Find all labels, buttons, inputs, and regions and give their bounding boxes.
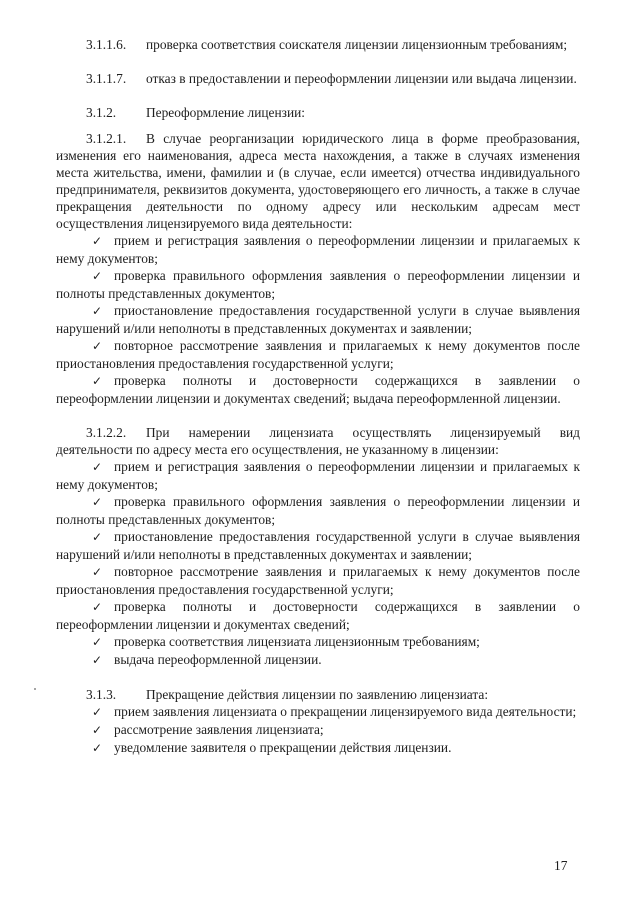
list-item-text: проверка правильного оформления заявления о переоформлении лицензии и полноты представленных документов;: [56, 494, 580, 527]
checkmark-icon: ✓: [92, 635, 103, 649]
list-item: [56, 528, 580, 563]
paragraph-3-1-2-2: [56, 424, 580, 458]
list-item-text: проверка правильного оформления заявления о переоформлении лицензии и полноты представленных документов;: [56, 268, 580, 301]
checkmark-icon: ✓: [92, 304, 103, 318]
checkmark-icon: ✓: [92, 653, 103, 667]
clause-text: При намерении лицензиата осуществлять лицензируемый вид деятельности по адресу места его осуществления, не указанному в лицензии:: [56, 425, 580, 457]
checkmark-icon: ✓: [92, 234, 103, 248]
list-item-text: уведомление заявителя о прекращении действия лицензии.: [114, 740, 452, 755]
clause-number: 3.1.1.7.: [86, 71, 127, 86]
list-item-text: прием заявления лицензиата о прекращении лицензируемого вида деятельности;: [114, 704, 577, 719]
list-item: [56, 721, 580, 739]
list-item: [56, 703, 580, 721]
paragraph-3-1-2-1: [56, 130, 580, 232]
clause-text: Прекращение действия лицензии по заявлению лицензиата:: [146, 687, 489, 702]
list-item: [56, 493, 580, 528]
clause-number: 3.1.3.: [86, 687, 117, 702]
list-item: [56, 739, 580, 757]
list-item: [56, 598, 580, 633]
list-item-text: прием и регистрация заявления о переоформлении лицензии и прилагаемых к нему документов;: [56, 459, 580, 492]
checkmark-icon: ✓: [92, 339, 103, 353]
checkmark-icon: ✓: [92, 374, 103, 388]
list-item-text: проверка соответствия лицензиата лицензионным требованиям;: [114, 634, 480, 649]
checkmark-icon: ✓: [92, 495, 103, 509]
scan-speck: [34, 688, 36, 690]
list-item-text: проверка полноты и достоверности содержащихся в заявлении о переоформлении лицензии и документах сведений;: [56, 599, 580, 632]
clause-number: 3.1.1.6.: [86, 37, 127, 52]
paragraph-3-1-1-7: [56, 70, 580, 87]
list-item-text: проверка полноты и достоверности содержащихся в заявлении о переоформлении лицензии и документах сведений; выдача переоформленной лицензии.: [56, 373, 580, 406]
paragraph-3-1-2: [56, 104, 580, 121]
checkmark-icon: ✓: [92, 530, 103, 544]
checkmark-icon: ✓: [92, 269, 103, 283]
list-item: [56, 232, 580, 267]
list-item: [56, 563, 580, 598]
list-item-text: прием и регистрация заявления о переоформлении лицензии и прилагаемых к нему документов;: [56, 233, 580, 266]
clause-text: отказ в предоставлении и переоформлении лицензии или выдача лицензии.: [146, 71, 577, 86]
checkmark-icon: ✓: [92, 600, 103, 614]
clause-text: проверка соответствия соискателя лицензии лицензионным требованиям;: [146, 37, 568, 52]
checkmark-icon: ✓: [92, 705, 103, 719]
clause-text: В случае реорганизации юридического лица в форме преобразования, изменения его наименования, адреса места нахождения, а также в случаях изменения места жительства, имени, фамилии и (в случае, если имеется) отчества индивидуального предпринимателя, реквизитов документа, удостоверяющего его личность, а также в случае прекращения деятельности по одному адресу или нескольким адресам мест осуществления лицензируемого вида деятельности:: [56, 131, 580, 231]
clause-number: 3.1.2.: [86, 105, 117, 120]
list-item: [56, 633, 580, 651]
list-item: [56, 458, 580, 493]
paragraph-3-1-1-6: [56, 36, 580, 53]
list-item: [56, 372, 580, 407]
list-item: [56, 337, 580, 372]
clause-number: 3.1.2.1.: [86, 131, 127, 146]
checkmark-icon: ✓: [92, 741, 103, 755]
list-item-text: повторное рассмотрение заявления и прилагаемых к нему документов после приостановления предоставления государственной услуги;: [56, 564, 580, 597]
list-item-text: приостановление предоставления государственной услуги в случае выявления нарушений и/или неполноты в представленных документах и заявлении;: [56, 303, 580, 336]
clause-number: 3.1.2.2.: [86, 425, 127, 440]
list-item-text: приостановление предоставления государственной услуги в случае выявления нарушений и/или неполноты в представленных документах и заявлении;: [56, 529, 580, 562]
clause-text: Переоформление лицензии:: [146, 105, 306, 120]
list-item: [56, 651, 580, 669]
checkmark-icon: ✓: [92, 565, 103, 579]
list-item-text: рассмотрение заявления лицензиата;: [114, 722, 324, 737]
checkmark-icon: ✓: [92, 723, 103, 737]
paragraph-3-1-3: [56, 686, 580, 703]
list-item-text: повторное рассмотрение заявления и прилагаемых к нему документов после приостановления предоставления государственной услуги;: [56, 338, 580, 371]
checkmark-icon: ✓: [92, 460, 103, 474]
list-item: [56, 267, 580, 302]
list-item-text: выдача переоформленной лицензии.: [114, 652, 322, 667]
document-body: [56, 36, 580, 757]
list-item: [56, 302, 580, 337]
page-number: 17: [554, 858, 568, 873]
